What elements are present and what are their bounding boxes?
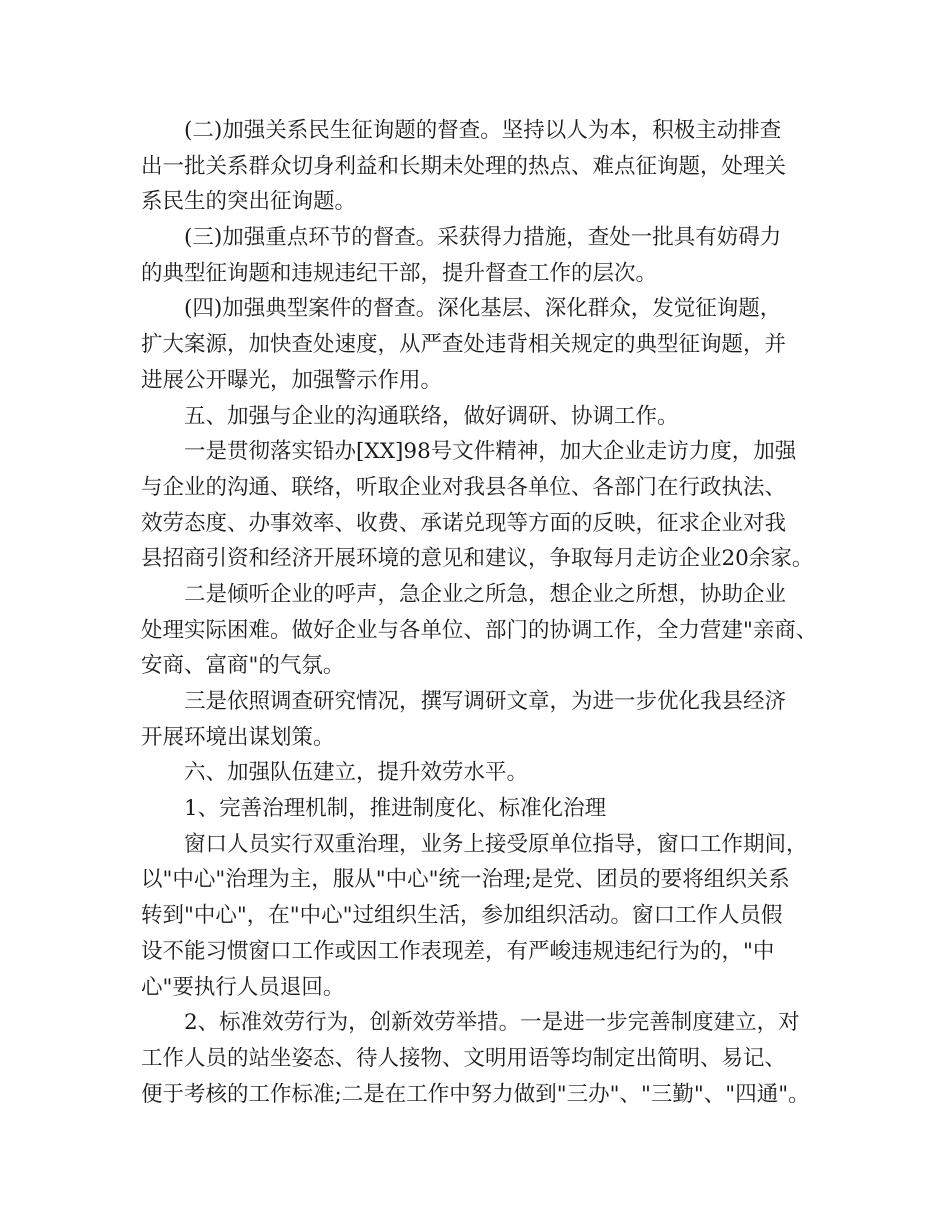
- paragraph-line: 县招商引资和经济开展环境的意见和建议，争取每月走访企业20余家。: [141, 546, 814, 572]
- paragraph-line: 进展公开曝光，加强警示作用。: [141, 367, 443, 393]
- paragraph-first-line: 窗口人员实行双重治理，业务上接受原单位指导，窗口工作期间，: [184, 831, 808, 857]
- paragraph-first-line: 五、加强与企业的沟通联络，做好调研、协调工作。: [184, 403, 679, 429]
- paragraph-first-line: 1、完善治理机制，推进制度化、标准化治理: [184, 796, 607, 822]
- paragraph-first-line: 一是贯彻落实铅办[XX]98号文件精神，加大企业走访力度，加强: [184, 439, 797, 465]
- paragraph-first-line: (三)加强重点环节的督查。采获得力措施，查处一批具有妨碍力: [184, 225, 782, 251]
- paragraph-first-line: 2、标准效劳行为，创新效劳举措。一是进一步完善制度建立，对: [184, 1010, 800, 1036]
- paragraph-line: 系民生的突出征询题。: [141, 189, 357, 215]
- paragraph-line: 扩大案源，加快查处速度，从严查处违背相关规定的典型征询题，并: [141, 332, 787, 358]
- paragraph-line: 设不能习惯窗口工作或因工作表现差，有严峻违规违纪行为的，"中: [141, 938, 775, 964]
- paragraph-line: 工作人员的站坐姿态、待人接物、文明用语等均制定出简明、易记、: [141, 1045, 787, 1071]
- paragraph-line: 便于考核的工作标准;二是在工作中努力做到"三办"、"三勤"、"四通"。: [141, 1081, 810, 1107]
- paragraph-line: 心"要执行人员退回。: [141, 974, 345, 1000]
- paragraph-line: 处理实际困难。做好企业与各单位、部门的协调工作，全力营建"亲商、: [141, 617, 818, 643]
- paragraph-line: 转到"中心"，在"中心"过组织生活，参加组织活动。窗口工作人员假: [141, 903, 783, 929]
- paragraph-line: 开展环境出谋划策。: [141, 724, 335, 750]
- paragraph-first-line: 二是倾听企业的呼声，急企业之所急，想企业之所想，协助企业: [184, 581, 787, 607]
- document-body: [141, 113, 831, 1112]
- paragraph-line: 效劳态度、办事效率、收费、承诺兑现等方面的反映，征求企业对我: [141, 510, 787, 536]
- paragraph-first-line: 六、加强队伍建立，提升效劳水平。: [184, 760, 529, 786]
- paragraph-first-line: 三是依照调查研究情况，撰写调研文章，为进一步优化我县经济: [184, 689, 787, 714]
- paragraph-line: 以"中心"治理为主，服从"中心"统一治理;是党、团员的要将组织关系: [141, 867, 790, 893]
- paragraph-line: 的典型征询题和违规违纪干部，提升督查工作的层次。: [141, 260, 658, 286]
- paragraph-line: 出一批关系群众切身利益和长期未处理的热点、难点征询题，处理关: [141, 153, 787, 179]
- paragraph-first-line: (四)加强典型案件的督查。深化基层、深化群众，发觉征询题，: [184, 296, 782, 322]
- paragraph-first-line: (二)加强关系民生征询题的督查。坚持以人为本，积极主动排查: [184, 118, 782, 143]
- paragraph-line: 安商、富商"的气氛。: [141, 653, 345, 679]
- paragraph-line: 与企业的沟通、联络，听取企业对我县各单位、各部门在行政执法、: [141, 474, 787, 500]
